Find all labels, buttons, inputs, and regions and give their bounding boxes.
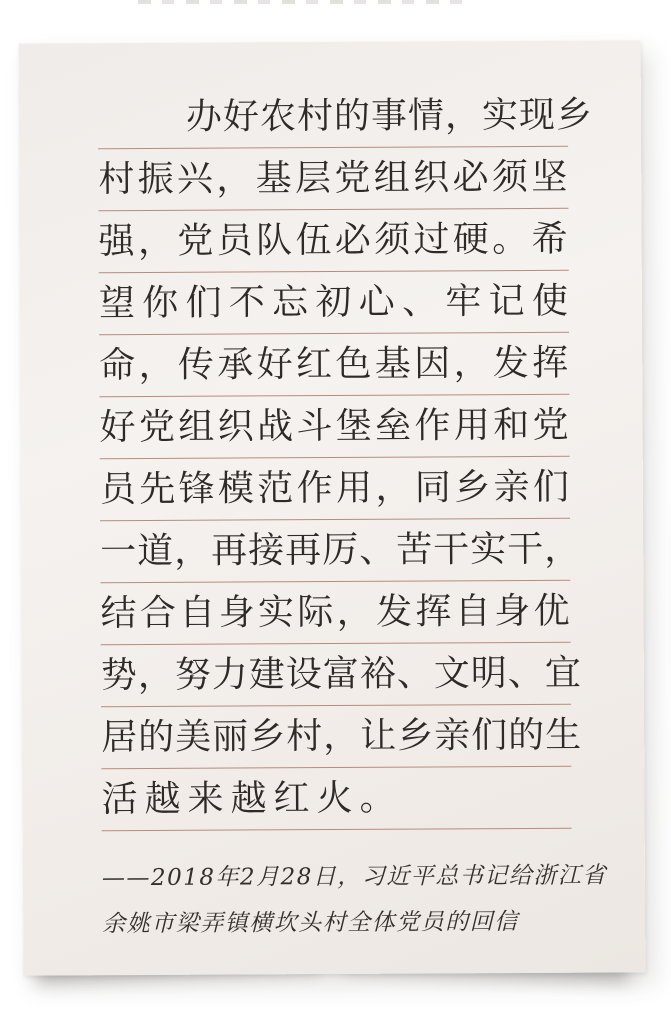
quote-line: 一道，再接再厉、苦干实干，	[100, 519, 570, 583]
quote-line: 员先锋模范作用，同乡亲们	[100, 457, 570, 521]
quote-line: 望你们不忘初心、牢记使	[99, 271, 569, 335]
letter-paper-wrapper	[21, 42, 643, 974]
quote-line: 命，传承好红色基因，发挥	[99, 333, 569, 397]
quote-line: 强，党员队伍必须过硬。希	[98, 209, 568, 273]
letter-paper	[19, 40, 646, 975]
quote-line: 势，努力建设富裕、文明、宜	[101, 643, 571, 707]
quote-line: 居的美丽乡村，让乡亲们的生	[101, 705, 571, 769]
quote-block	[98, 85, 607, 947]
attribution-line-1: ——2018年2月28日，习近平总书记给浙江省	[101, 862, 607, 892]
quote-line: 活越来越红火。	[101, 767, 571, 831]
attribution-line-2: 余姚市梁弄镇横坎头村全体党员的回信	[102, 909, 519, 938]
cropped-text-remnant	[138, 0, 470, 4]
quote-line: 办好农村的事情，实现乡	[98, 85, 568, 149]
quote-line: 好党组织战斗堡垒作用和党	[99, 395, 569, 459]
quote-line: 结合自身实际，发挥自身优	[100, 581, 570, 645]
quote-line: 村振兴，基层党组织必须坚	[98, 147, 568, 211]
